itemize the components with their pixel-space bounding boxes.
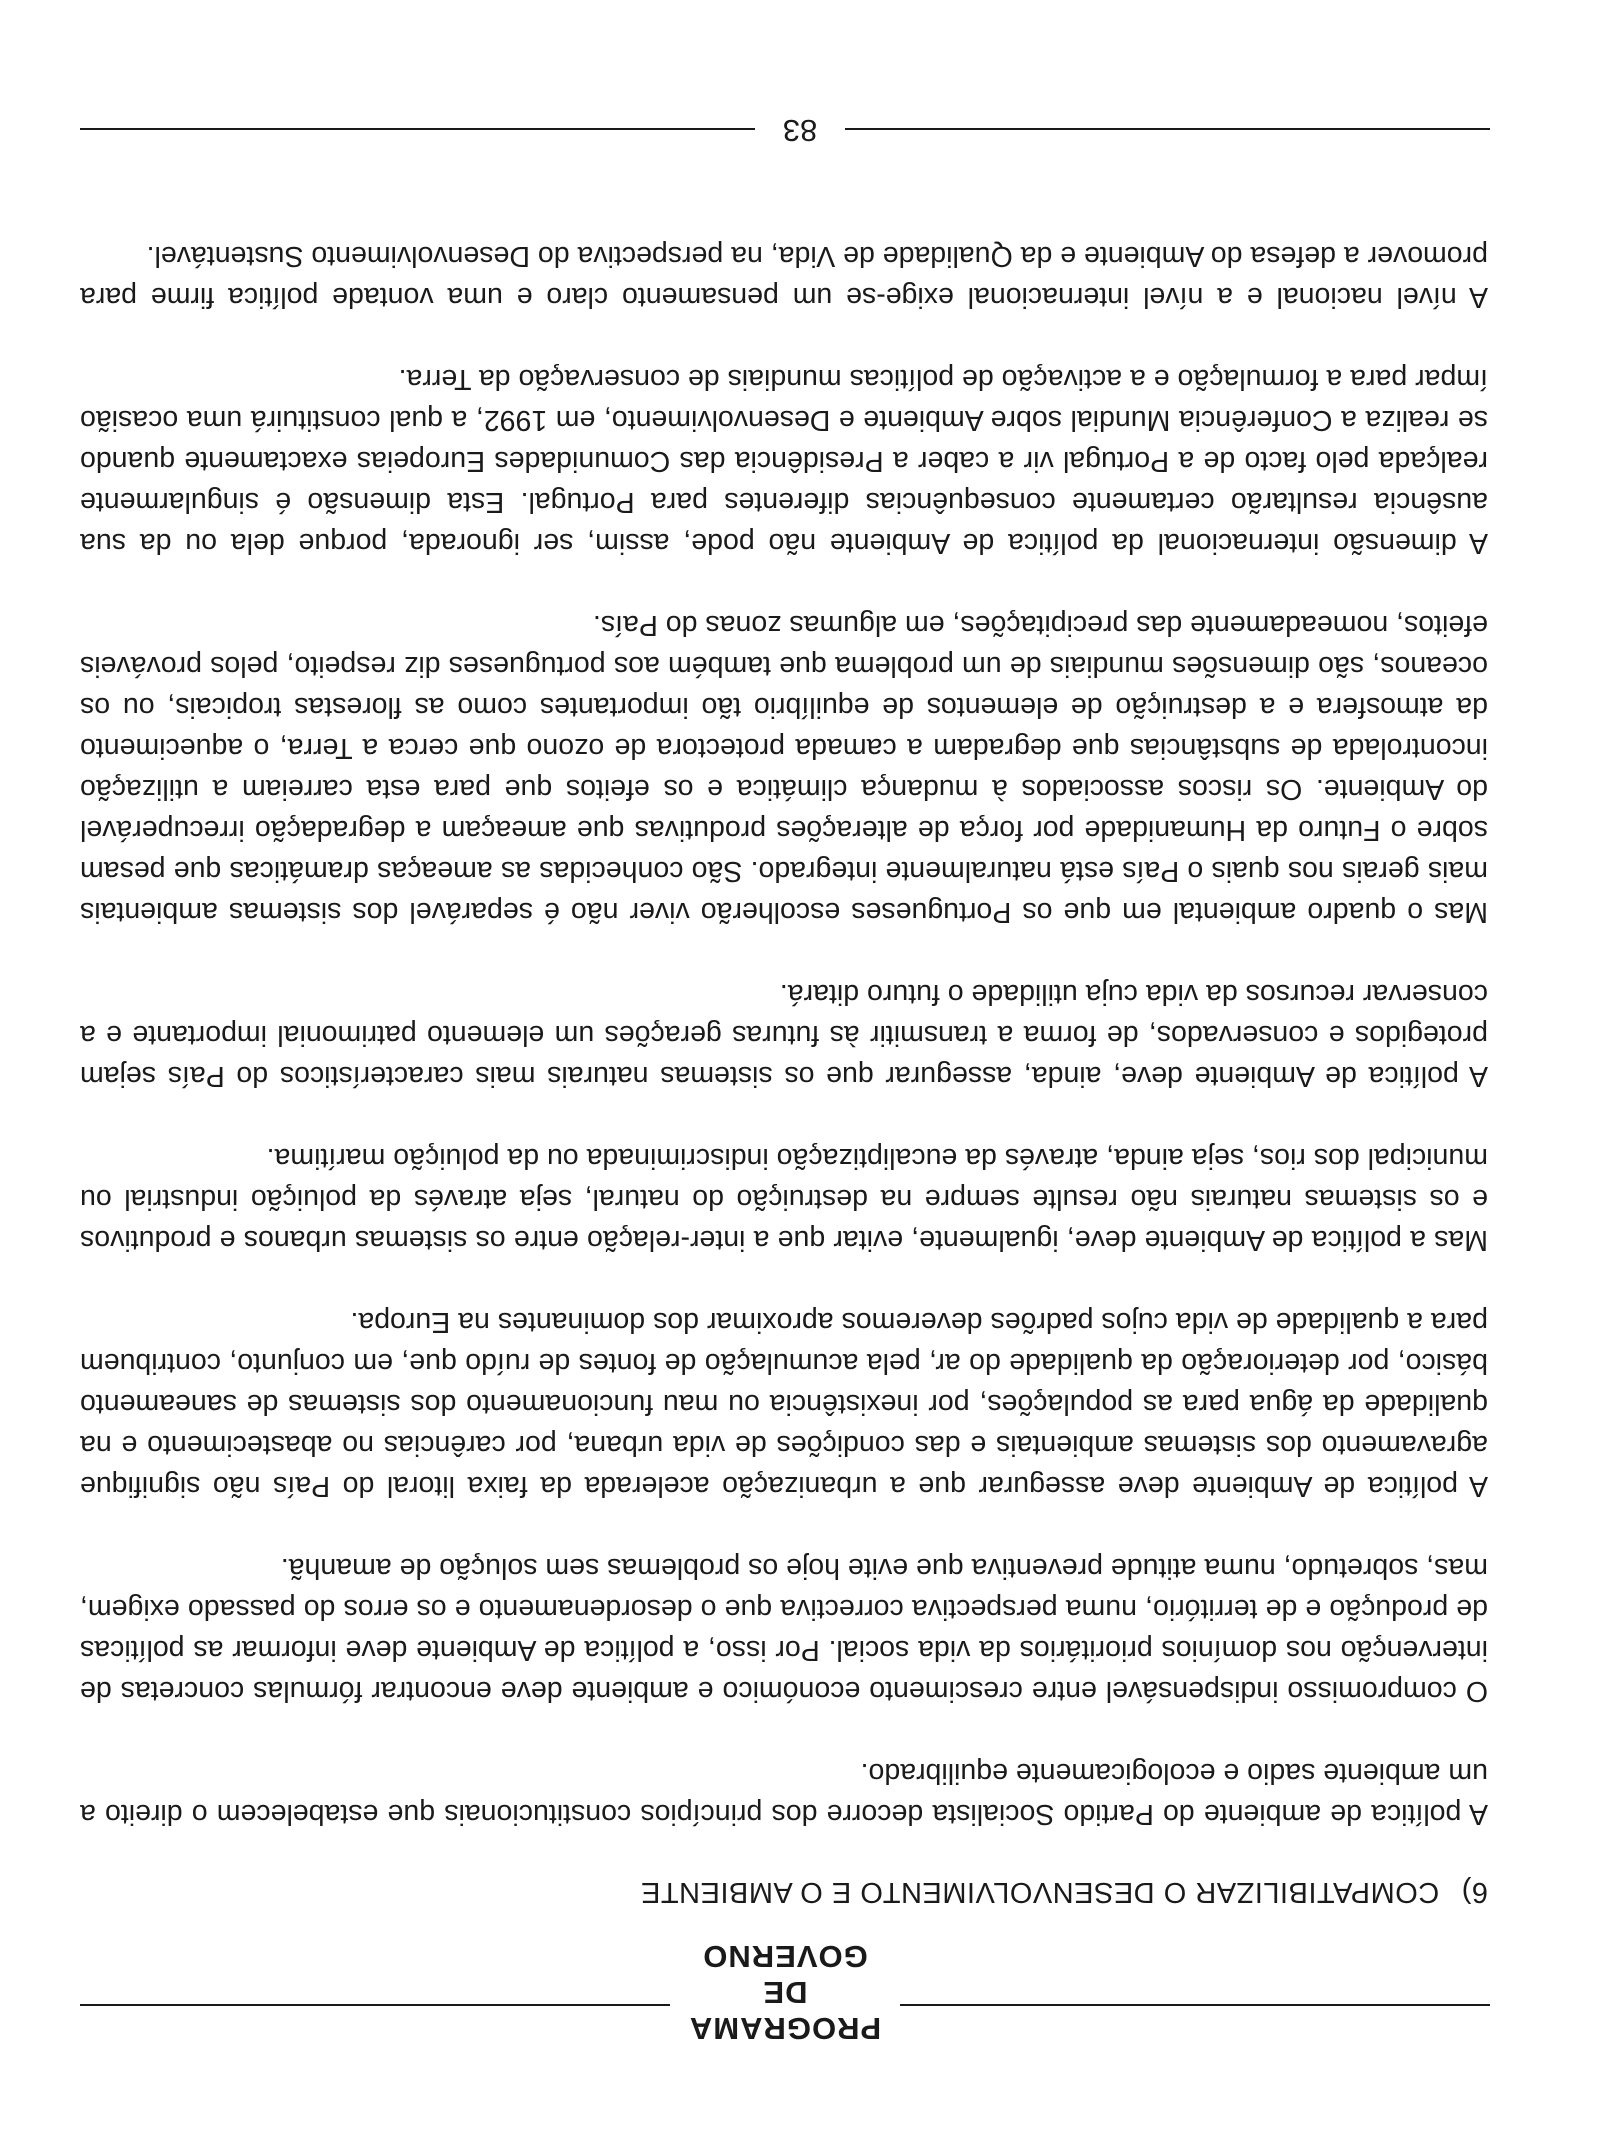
page-content bbox=[80, 194, 1488, 1912]
paragraph-1: A política de ambiente do Partido Socialista decorre dos princípios constitucionais que estabelecem o direito a um ambiente sadio e ecologicamente equilibrado. bbox=[80, 1757, 1488, 1830]
paragraph-6: Mas o quadro ambiental em que os Portugueses escolherão viver não é separável dos sistemas ambientais mais gerais nos quais o País está naturalmente integrado. São conhecidas as ameaças dramáticas que pesam sobre o Futuro da Humanidade por força de alterações produtivas que ameaçam a degradação irrecuperável do Ambiente. Os riscos associados à mudança climática e os efeitos que para esta carreiam a utilização incontrolada de substâncias que degradam a camada protectora de ozono que cerca a Terra, o aquecimento da atmosfera e a destruição de elementos de equilíbrio tão importantes como as florestas tropicais, ou os oceanos, são dimensões mundiais de um problema que também aos portugueses diz respeito, pelos prováveis efeitos, nomeadamente das precipitações, em algumas zonas do País. bbox=[80, 609, 1488, 928]
section-title: COMPATIBILIZAR O DESENVOLVIMENTO E O AMBIENTE bbox=[640, 1876, 1440, 1908]
page-header bbox=[80, 1939, 1490, 2046]
paragraph-4: Mas a política de Ambiente deve, igualmente, evitar que a inter-relação entre os sistemas urbanos e produtivos e os sistemas naturais não resulte sempre na destruição do natural, seja através da poluição industrial ou municipal dos rios, seja ainda, através da eucaliptização indiscriminada ou da poluição marítima. bbox=[80, 1142, 1488, 1256]
paragraph-8: A nível nacional e a nível internacional exige-se um pensamento claro e uma vontade política firme para promover a defesa do Ambiente e da Qualidade de Vida, na perspectiva do Desenvolvimento Sustentável. bbox=[80, 240, 1488, 313]
header-rule-left bbox=[900, 2004, 1490, 2006]
footer-rule-left bbox=[845, 128, 1490, 130]
page-number: 83 bbox=[782, 113, 818, 148]
section-number: 6) bbox=[1461, 1876, 1488, 1908]
paragraph-2: O compromisso indispensável entre crescimento económico e ambiente deve encontrar fórmulas concretas de intervenção nos domínios prioritários da vida social. Por isso, a política de Ambiente deve informar as políticas de produção e de território, numa perspectiva correctiva que o desordenamento e os erros do passado exigem, mas, sobretudo, numa atitude preventiva que evite hoje os problemas sem solução de amanhã. bbox=[80, 1552, 1488, 1707]
paragraph-3: A política de Ambiente deve assegurar que a urbanização acelerada da faixa litoral do País não signifique agravamento dos sistemas ambientais e das condições de vida urbana, por carências no abastecimento e na qualidade da água para as populações, por inexistência ou mau funcionamento dos sistemas de saneamento básico, por deterioração da qualidade do ar, pela acumulação de fontes de ruído que, em conjunto, contribuem para a qualidade de vida cujos padrões deveremos aproximar dos dominantes na Europa. bbox=[80, 1306, 1488, 1502]
paragraph-5: A política de Ambiente deve, ainda, assegurar que os sistemas naturais mais característicos do País sejam protegidos e conservados, de forma a transmitir às futuras gerações um elemento patrimonial importante e a conservar recursos da vida cuja utilidade o futuro ditará. bbox=[80, 978, 1488, 1092]
paragraph-7: A dimensão internacional da política de Ambiente não pode, assim, ser ignorada, porque dela ou da sua ausência resultarão certamente consequências diferentes para Portugal. Esta dimensão é singularmente realçada pelo facto de a Portugal vir a caber a Presidência das Comunidades Europeias exactamente quando se realiza a Conferência Mundial sobre Ambiente e Desenvolvimento, em 1992, a qual constituirá uma ocasião ímpar para a formulação e a activação de políticas mundiais de conservação da Terra. bbox=[80, 363, 1488, 559]
section-heading bbox=[80, 1872, 1488, 1912]
header-rule-right bbox=[80, 2004, 670, 2006]
page-footer bbox=[80, 104, 1490, 154]
header-title: PROGRAMA DE GOVERNO bbox=[688, 1939, 882, 2046]
footer-rule-right bbox=[80, 128, 755, 130]
